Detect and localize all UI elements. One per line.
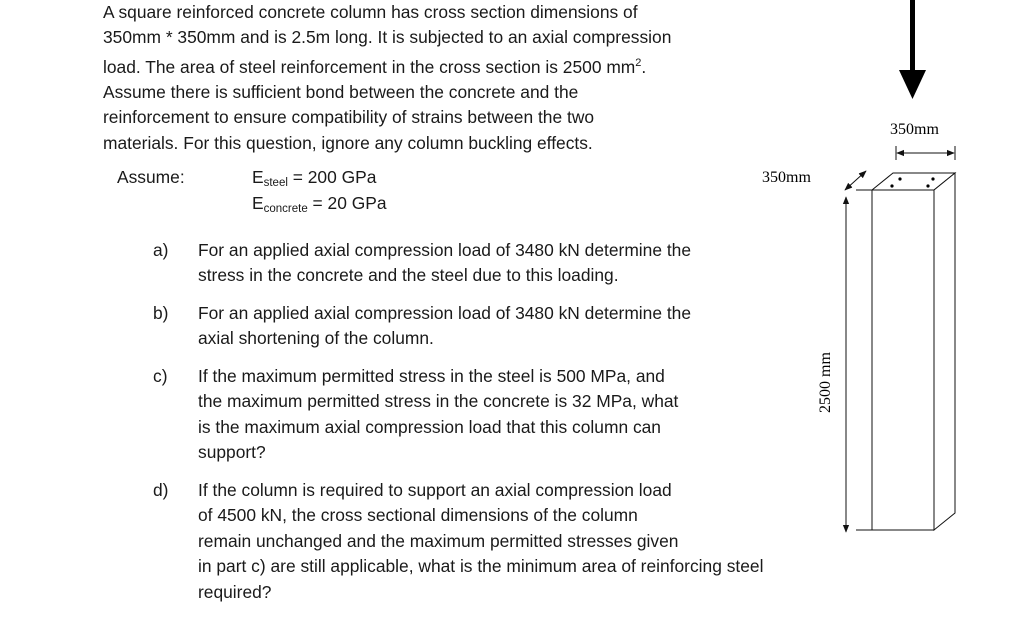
- intro-line-5: reinforcement to ensure compatibility of strains between the two: [103, 107, 595, 128]
- e-steel-value: = 200 GPa: [287, 167, 377, 187]
- length-label: 2500 mm: [817, 352, 834, 413]
- question-b-line-1: For an applied axial compression load of 3480 kN determine the: [198, 303, 692, 323]
- depth-dimension-line: [845, 171, 866, 190]
- question-c-line-3: is the maximum axial compression load that this column can: [198, 416, 661, 437]
- question-a-letter: a): [153, 240, 169, 260]
- intro-line-2: 350mm * 350mm and is 2.5m long. It is subjected to an axial compression: [103, 27, 672, 48]
- question-a-line-1: For an applied axial compression load of 3480 kN determine the: [198, 240, 692, 260]
- axial-load-arrow: [899, 0, 926, 99]
- question-b-line-2: axial shortening of the column.: [198, 328, 434, 349]
- assume-label: Assume:: [117, 167, 185, 187]
- e-concrete-symbol: E: [252, 193, 264, 213]
- question-d-line-2: of 4500 kN, the cross sectional dimensions of the column: [198, 505, 638, 526]
- depth-label: 350mm: [762, 169, 811, 186]
- question-c-line-2: the maximum permitted stress in the concrete is 32 MPa, what: [198, 391, 679, 412]
- question-d-line-5: required?: [198, 581, 272, 602]
- e-concrete-subscript: concrete: [263, 203, 308, 215]
- intro-line-6: materials. For this question, ignore any column buckling effects.: [103, 132, 593, 153]
- question-d-line-3: remain unchanged and the maximum permitted stresses given: [198, 530, 679, 551]
- width-dimension-line: [896, 146, 955, 160]
- e-steel-symbol: E: [252, 167, 264, 187]
- e-steel-subscript: steel: [263, 177, 288, 189]
- column-box: [856, 173, 955, 530]
- question-c-line-1: If the maximum permitted stress in the steel is 500 MPa, and: [198, 366, 665, 386]
- intro-line-3-period: .: [641, 56, 647, 77]
- intro-line-1: A square reinforced concrete column has cross section dimensions of: [103, 2, 638, 22]
- intro-line-3-text: load. The area of steel reinforcement in the cross section is 2500 mm: [103, 56, 636, 77]
- intro-line-4: Assume there is sufficient bond between the concrete and the: [103, 82, 579, 103]
- question-d-line-1: If the column is required to support an axial compression load: [198, 480, 672, 500]
- question-c-line-4: support?: [198, 442, 266, 463]
- question-d-letter: d): [153, 480, 169, 500]
- question-b-letter: b): [153, 303, 169, 323]
- question-c-letter: c): [153, 366, 168, 386]
- superscript-2: 2: [635, 56, 642, 69]
- question-a-line-2: stress in the concrete and the steel due to this loading.: [198, 265, 619, 286]
- width-label: 350mm: [890, 121, 939, 138]
- e-concrete-value: = 20 GPa: [307, 193, 387, 213]
- question-d-line-4: in part c) are still applicable, what is the minimum area of reinforcing steel: [198, 556, 764, 577]
